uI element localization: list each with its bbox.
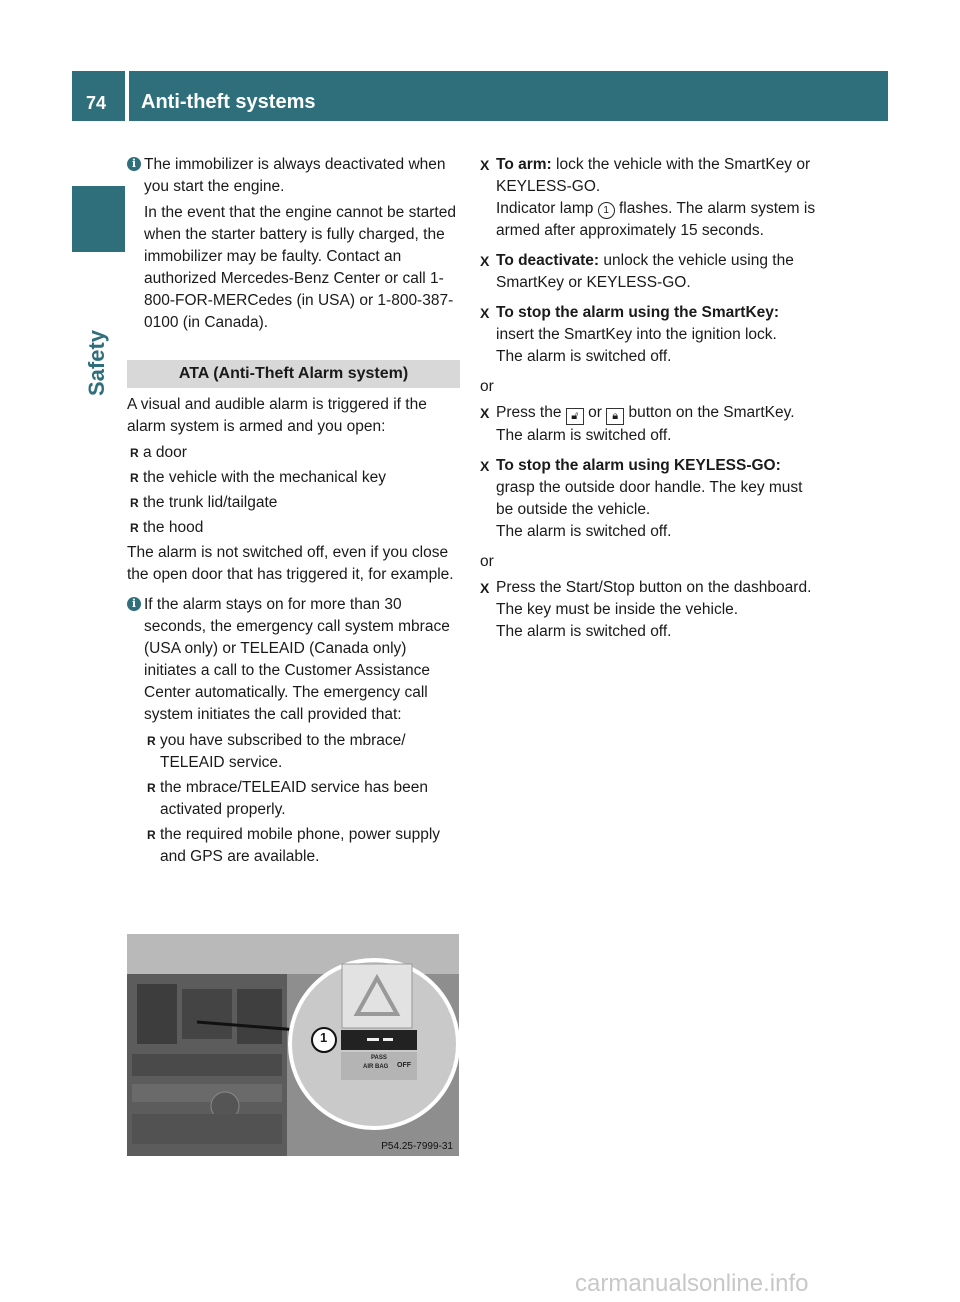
step-text: Press the Start/Stop button on the dashboard. The key must be inside the vehicle.	[496, 579, 812, 618]
step-text: flashes. The alarm system is armed after approximately 15 seconds.	[496, 200, 816, 239]
callout-number: 1	[598, 202, 615, 219]
step-result: The alarm is switched off.	[496, 523, 672, 540]
info2-text: If the alarm stays on for more than 30 seconds, the emergency call system mbrace (USA only) or TELEAID (Canada only) initiates a call to the Customer Assistance Center automatically. The emergency call system initiates the call provided that:	[144, 596, 450, 723]
step-start-stop	[480, 577, 820, 643]
image-code: P54.25-7999-31	[381, 1141, 453, 1152]
step-text: Indicator lamp	[496, 200, 598, 217]
side-label-box	[78, 329, 122, 400]
watermark: carmanualsonline.info	[575, 1270, 809, 1297]
step-arrow-icon: X	[480, 157, 490, 173]
step-label: To arm:	[496, 156, 552, 173]
list-item: R the mbrace/TELEAID service has been activated properly.	[144, 777, 460, 821]
list-item: R a door	[127, 442, 460, 464]
image-label-airbag: AIR BAG	[363, 1064, 389, 1070]
page-number: 74	[86, 93, 107, 113]
page-title: Anti-theft systems	[141, 91, 316, 113]
page-number-box	[72, 71, 125, 121]
step-result: The alarm is switched off.	[496, 427, 672, 444]
step-result: The alarm is switched off.	[496, 348, 672, 365]
step-label: To stop the alarm using KEYLESS-GO:	[496, 457, 781, 474]
step-arrow-icon: X	[480, 253, 490, 269]
step-text: insert the SmartKey into the ignition lock.	[496, 326, 777, 343]
list-item: R you have subscribed to the mbrace/ TELEAID service.	[144, 730, 460, 774]
list-item: R the vehicle with the mechanical key	[127, 467, 460, 489]
header-bar	[129, 71, 888, 121]
info1-p2: In the event that the engine cannot be started when the starter battery is fully charged, the immobilizer may be faulty. Contact an authorized Mercedes-Benz Center or call 1-800-FOR-MERCedes (in USA) or 1-800-387-0100 (in Canada).	[144, 204, 456, 331]
step-text: button on the SmartKey.	[624, 404, 795, 421]
list-item: R the hood	[127, 517, 460, 539]
info-note-immobilizer	[127, 154, 460, 334]
step-arrow-icon: X	[480, 305, 490, 321]
info-note-alarm	[127, 594, 460, 868]
list-item: R the required mobile phone, power supply and GPS are available.	[144, 824, 460, 868]
dashboard-illustration	[127, 934, 459, 1156]
step-arrow-icon: X	[480, 580, 490, 596]
right-column	[480, 154, 820, 651]
step-stop-smartkey	[480, 302, 820, 368]
lock-icon: 🔒︎	[606, 408, 624, 425]
side-label: Safety	[84, 329, 109, 396]
info-icon: i	[127, 157, 141, 171]
step-text: grasp the outside door handle. The key must be outside the vehicle.	[496, 479, 803, 518]
or-text: or	[480, 553, 494, 570]
section-intro: A visual and audible alarm is triggered if the alarm system is armed and you open:	[127, 396, 427, 435]
step-text: lock the vehicle with the SmartKey or KEYLESS-GO.	[496, 156, 811, 195]
step-text: or	[583, 404, 607, 421]
step-arrow-icon: X	[480, 458, 490, 474]
step-deactivate	[480, 250, 820, 294]
info1-p1: The immobilizer is always deactivated when you start the engine.	[144, 156, 446, 195]
unlock-icon: 🔓︎	[566, 408, 584, 425]
step-press-button	[480, 402, 820, 447]
callout-number: 1	[320, 1030, 328, 1045]
or-text: or	[480, 378, 494, 395]
side-tab	[72, 186, 125, 252]
list-item: R the trunk lid/tailgate	[127, 492, 460, 514]
step-arrow-icon: X	[480, 405, 490, 421]
step-label: To deactivate:	[496, 252, 600, 269]
left-column	[127, 154, 460, 871]
image-label-off: OFF	[397, 1062, 411, 1069]
step-arm	[480, 154, 820, 242]
dashboard-photo	[127, 934, 459, 1156]
step-text: unlock the vehicle using the SmartKey or KEYLESS-GO.	[496, 252, 794, 291]
section-heading: ATA (Anti-Theft Alarm system)	[127, 360, 460, 388]
step-text: Press the	[496, 404, 566, 421]
step-label: To stop the alarm using the SmartKey:	[496, 304, 780, 321]
alarm-note: The alarm is not switched off, even if you close the open door that has triggered it, for example.	[127, 544, 454, 583]
info-icon: i	[127, 597, 141, 611]
image-label-pass: PASS	[371, 1055, 387, 1061]
step-result: The alarm is switched off.	[496, 623, 672, 640]
step-stop-keyless	[480, 455, 820, 543]
